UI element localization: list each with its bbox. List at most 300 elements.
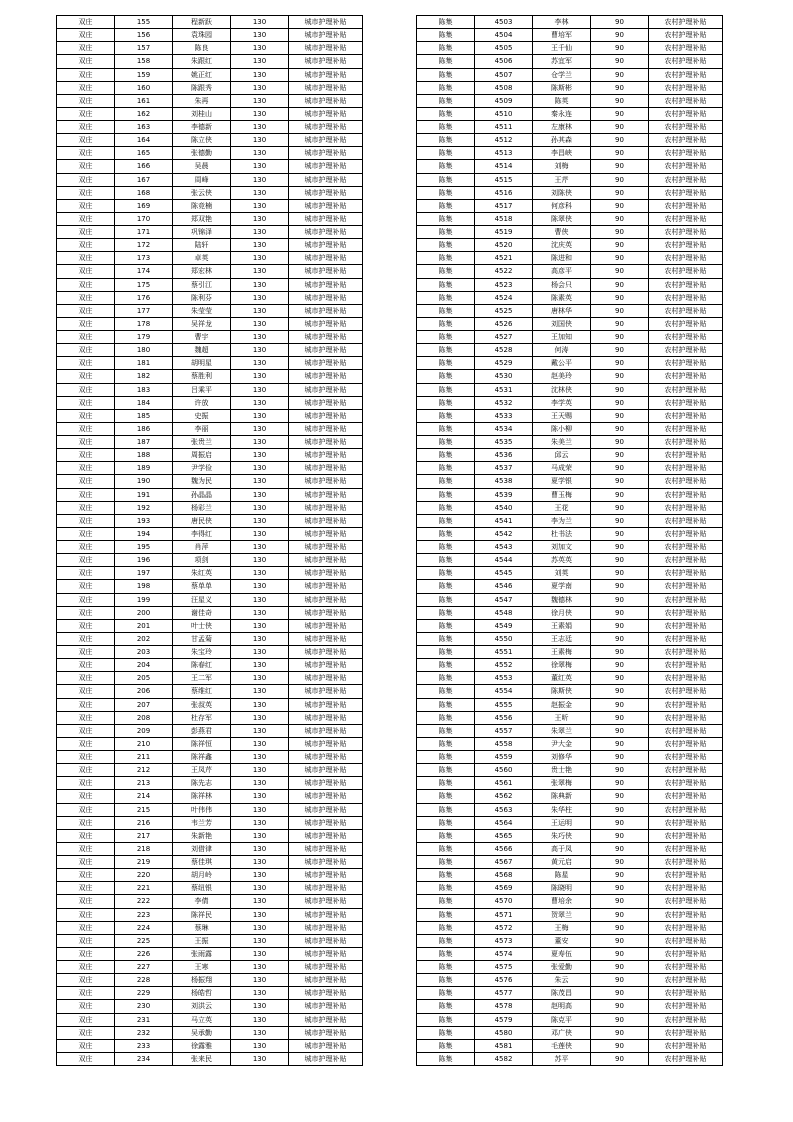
town-cell: 双庄 [57, 606, 115, 619]
town-cell: 双庄 [57, 252, 115, 265]
number-cell: 228 [115, 974, 173, 987]
number-cell: 4574 [475, 947, 533, 960]
amount-cell: 90 [591, 278, 649, 291]
number-cell: 223 [115, 908, 173, 921]
category-cell: 农村护理补贴 [649, 291, 723, 304]
name-cell: 王加知 [533, 331, 591, 344]
category-cell: 城市护理补贴 [289, 803, 363, 816]
category-cell: 城市护理补贴 [289, 882, 363, 895]
table-row [417, 803, 723, 816]
table-row [57, 803, 363, 816]
amount-cell: 130 [231, 226, 289, 239]
number-cell: 158 [115, 55, 173, 68]
category-cell: 城市护理补贴 [289, 632, 363, 645]
amount-cell: 90 [591, 842, 649, 855]
category-cell: 城市护理补贴 [289, 842, 363, 855]
table-row [57, 160, 363, 173]
amount-cell: 130 [231, 488, 289, 501]
name-cell: 王千仙 [533, 42, 591, 55]
name-cell: 贵士艳 [533, 764, 591, 777]
table-row [417, 29, 723, 42]
table-row [57, 1000, 363, 1013]
category-cell: 城市护理补贴 [289, 16, 363, 29]
town-cell: 陈集 [417, 160, 475, 173]
number-cell: 207 [115, 698, 173, 711]
number-cell: 4555 [475, 698, 533, 711]
town-cell: 双庄 [57, 331, 115, 344]
amount-cell: 90 [591, 462, 649, 475]
amount-cell: 90 [591, 764, 649, 777]
name-cell: 吴祥龙 [173, 317, 231, 330]
name-cell: 项剑 [173, 554, 231, 567]
category-cell: 城市护理补贴 [289, 357, 363, 370]
category-cell: 城市护理补贴 [289, 488, 363, 501]
category-cell: 农村护理补贴 [649, 42, 723, 55]
category-cell: 农村护理补贴 [649, 239, 723, 252]
amount-cell: 130 [231, 147, 289, 160]
category-cell: 农村护理补贴 [649, 265, 723, 278]
amount-cell: 130 [231, 711, 289, 724]
amount-cell: 90 [591, 344, 649, 357]
category-cell: 农村护理补贴 [649, 541, 723, 554]
amount-cell: 90 [591, 304, 649, 317]
table-row [57, 317, 363, 330]
number-cell: 4526 [475, 317, 533, 330]
number-cell: 156 [115, 29, 173, 42]
category-cell: 城市护理补贴 [289, 580, 363, 593]
table-row [417, 1052, 723, 1065]
town-cell: 陈集 [417, 842, 475, 855]
amount-cell: 90 [591, 777, 649, 790]
number-cell: 4580 [475, 1026, 533, 1039]
town-cell: 双庄 [57, 344, 115, 357]
name-cell: 周峰 [173, 173, 231, 186]
town-cell: 双庄 [57, 265, 115, 278]
town-cell: 双庄 [57, 239, 115, 252]
town-cell: 双庄 [57, 882, 115, 895]
category-cell: 农村护理补贴 [649, 554, 723, 567]
category-cell: 城市护理补贴 [289, 751, 363, 764]
town-cell: 陈集 [417, 606, 475, 619]
name-cell: 何彦科 [533, 199, 591, 212]
amount-cell: 130 [231, 751, 289, 764]
town-cell: 陈集 [417, 1039, 475, 1052]
amount-cell: 90 [591, 94, 649, 107]
number-cell: 4569 [475, 882, 533, 895]
town-cell: 双庄 [57, 580, 115, 593]
name-cell: 戴公平 [533, 357, 591, 370]
table-row [417, 396, 723, 409]
category-cell: 农村护理补贴 [649, 987, 723, 1000]
name-cell: 陈良 [173, 42, 231, 55]
amount-cell: 130 [231, 856, 289, 869]
amount-cell: 90 [591, 147, 649, 160]
table-row [57, 541, 363, 554]
category-cell: 城市护理补贴 [289, 212, 363, 225]
table-row [417, 475, 723, 488]
amount-cell: 90 [591, 974, 649, 987]
name-cell: 蔡佳琪 [173, 856, 231, 869]
amount-cell: 90 [591, 580, 649, 593]
number-cell: 213 [115, 777, 173, 790]
number-cell: 159 [115, 68, 173, 81]
name-cell: 杨会只 [533, 278, 591, 291]
amount-cell: 90 [591, 803, 649, 816]
name-cell: 袁珠园 [173, 29, 231, 42]
table-row [57, 81, 363, 94]
category-cell: 农村护理补贴 [649, 462, 723, 475]
table-row [57, 331, 363, 344]
number-cell: 234 [115, 1052, 173, 1065]
table-row [417, 173, 723, 186]
name-cell: 刘借律 [173, 842, 231, 855]
category-cell: 城市护理补贴 [289, 422, 363, 435]
amount-cell: 90 [591, 921, 649, 934]
name-cell: 蔡胜利 [173, 370, 231, 383]
number-cell: 215 [115, 803, 173, 816]
number-cell: 219 [115, 856, 173, 869]
number-cell: 211 [115, 751, 173, 764]
table-row [57, 842, 363, 855]
number-cell: 202 [115, 632, 173, 645]
number-cell: 192 [115, 501, 173, 514]
category-cell: 城市护理补贴 [289, 711, 363, 724]
category-cell: 农村护理补贴 [649, 94, 723, 107]
town-cell: 双庄 [57, 1013, 115, 1026]
number-cell: 225 [115, 934, 173, 947]
amount-cell: 90 [591, 790, 649, 803]
name-cell: 谢佳奇 [173, 606, 231, 619]
table-row [57, 619, 363, 632]
number-cell: 229 [115, 987, 173, 1000]
category-cell: 城市护理补贴 [289, 764, 363, 777]
town-cell: 双庄 [57, 737, 115, 750]
category-cell: 农村护理补贴 [649, 921, 723, 934]
town-cell: 双庄 [57, 121, 115, 134]
number-cell: 4505 [475, 42, 533, 55]
name-cell: 曹培军 [533, 29, 591, 42]
town-cell: 陈集 [417, 816, 475, 829]
number-cell: 187 [115, 436, 173, 449]
number-cell: 4536 [475, 449, 533, 462]
name-cell: 许放 [173, 396, 231, 409]
number-cell: 4534 [475, 422, 533, 435]
name-cell: 董红英 [533, 672, 591, 685]
town-cell: 陈集 [417, 777, 475, 790]
amount-cell: 90 [591, 409, 649, 422]
amount-cell: 130 [231, 501, 289, 514]
name-cell: 陈斯彬 [533, 81, 591, 94]
category-cell: 农村护理补贴 [649, 1039, 723, 1052]
name-cell: 王芹 [533, 173, 591, 186]
table-row [417, 1026, 723, 1039]
table-row [417, 895, 723, 908]
town-cell: 双庄 [57, 304, 115, 317]
table-row [57, 856, 363, 869]
amount-cell: 90 [591, 449, 649, 462]
town-cell: 陈集 [417, 252, 475, 265]
amount-cell: 130 [231, 252, 289, 265]
category-cell: 农村护理补贴 [649, 790, 723, 803]
number-cell: 4554 [475, 685, 533, 698]
amount-cell: 90 [591, 829, 649, 842]
table-row [417, 856, 723, 869]
category-cell: 城市护理补贴 [289, 724, 363, 737]
table-row [417, 554, 723, 567]
category-cell: 农村护理补贴 [649, 121, 723, 134]
amount-cell: 130 [231, 291, 289, 304]
amount-cell: 90 [591, 606, 649, 619]
town-cell: 陈集 [417, 186, 475, 199]
number-cell: 4518 [475, 212, 533, 225]
table-row [57, 724, 363, 737]
category-cell: 农村护理补贴 [649, 422, 723, 435]
town-cell: 双庄 [57, 869, 115, 882]
amount-cell: 130 [231, 606, 289, 619]
table-row [57, 107, 363, 120]
table-row [57, 698, 363, 711]
table-row [417, 1013, 723, 1026]
town-cell: 陈集 [417, 331, 475, 344]
town-cell: 陈集 [417, 619, 475, 632]
table-row [57, 580, 363, 593]
amount-cell: 130 [231, 777, 289, 790]
town-cell: 陈集 [417, 947, 475, 960]
number-cell: 4553 [475, 672, 533, 685]
name-cell: 陈立侠 [173, 134, 231, 147]
town-cell: 双庄 [57, 974, 115, 987]
town-cell: 双庄 [57, 317, 115, 330]
category-cell: 农村护理补贴 [649, 672, 723, 685]
category-cell: 城市护理补贴 [289, 55, 363, 68]
table-row [417, 278, 723, 291]
category-cell: 农村护理补贴 [649, 488, 723, 501]
number-cell: 231 [115, 1013, 173, 1026]
name-cell: 徐露雅 [173, 1039, 231, 1052]
table-row [417, 291, 723, 304]
number-cell: 193 [115, 514, 173, 527]
number-cell: 4504 [475, 29, 533, 42]
name-cell: 沈庆英 [533, 239, 591, 252]
table-row [417, 226, 723, 239]
name-cell: 朱翠兰 [533, 724, 591, 737]
number-cell: 189 [115, 462, 173, 475]
category-cell: 城市护理补贴 [289, 659, 363, 672]
town-cell: 双庄 [57, 160, 115, 173]
number-cell: 171 [115, 226, 173, 239]
amount-cell: 90 [591, 987, 649, 1000]
number-cell: 233 [115, 1039, 173, 1052]
town-cell: 陈集 [417, 1000, 475, 1013]
category-cell: 城市护理补贴 [289, 685, 363, 698]
town-cell: 双庄 [57, 1052, 115, 1065]
category-cell: 农村护理补贴 [649, 974, 723, 987]
table-row [417, 790, 723, 803]
number-cell: 4550 [475, 632, 533, 645]
number-cell: 4559 [475, 751, 533, 764]
name-cell: 苏平 [533, 1052, 591, 1065]
table-row [417, 672, 723, 685]
table-row [57, 29, 363, 42]
number-cell: 4521 [475, 252, 533, 265]
amount-cell: 90 [591, 68, 649, 81]
amount-cell: 90 [591, 895, 649, 908]
table-row [417, 908, 723, 921]
category-cell: 农村护理补贴 [649, 55, 723, 68]
category-cell: 农村护理补贴 [649, 632, 723, 645]
name-cell: 王运明 [533, 816, 591, 829]
amount-cell: 130 [231, 436, 289, 449]
number-cell: 4514 [475, 160, 533, 173]
category-cell: 农村护理补贴 [649, 304, 723, 317]
number-cell: 174 [115, 265, 173, 278]
amount-cell: 90 [591, 737, 649, 750]
number-cell: 4578 [475, 1000, 533, 1013]
category-cell: 城市护理补贴 [289, 449, 363, 462]
table-row [57, 974, 363, 987]
town-cell: 陈集 [417, 396, 475, 409]
category-cell: 城市护理补贴 [289, 147, 363, 160]
number-cell: 4560 [475, 764, 533, 777]
number-cell: 4524 [475, 291, 533, 304]
category-cell: 农村护理补贴 [649, 68, 723, 81]
category-cell: 农村护理补贴 [649, 331, 723, 344]
name-cell: 韦兰芳 [173, 816, 231, 829]
number-cell: 4575 [475, 961, 533, 974]
category-cell: 农村护理补贴 [649, 698, 723, 711]
name-cell: 徐月侠 [533, 606, 591, 619]
number-cell: 161 [115, 94, 173, 107]
number-cell: 188 [115, 449, 173, 462]
table-row [57, 882, 363, 895]
number-cell: 4568 [475, 869, 533, 882]
number-cell: 4566 [475, 842, 533, 855]
table-row [417, 514, 723, 527]
table-row [417, 304, 723, 317]
number-cell: 177 [115, 304, 173, 317]
category-cell: 农村护理补贴 [649, 370, 723, 383]
category-cell: 农村护理补贴 [649, 344, 723, 357]
number-cell: 4506 [475, 55, 533, 68]
name-cell: 刘国侠 [533, 317, 591, 330]
number-cell: 4549 [475, 619, 533, 632]
category-cell: 城市护理补贴 [289, 134, 363, 147]
amount-cell: 130 [231, 514, 289, 527]
table-row [417, 160, 723, 173]
name-cell: 陈竞楠 [173, 199, 231, 212]
number-cell: 4577 [475, 987, 533, 1000]
town-cell: 双庄 [57, 55, 115, 68]
name-cell: 张叔英 [173, 698, 231, 711]
name-cell: 王梅 [533, 921, 591, 934]
name-cell: 刘梅 [533, 160, 591, 173]
number-cell: 4541 [475, 514, 533, 527]
table-row [417, 501, 723, 514]
category-cell: 农村护理补贴 [649, 436, 723, 449]
table-row [57, 751, 363, 764]
table-row [57, 567, 363, 580]
table-row [417, 357, 723, 370]
amount-cell: 90 [591, 29, 649, 42]
amount-cell: 130 [231, 422, 289, 435]
category-cell: 城市护理补贴 [289, 252, 363, 265]
number-cell: 4535 [475, 436, 533, 449]
amount-cell: 90 [591, 42, 649, 55]
name-cell: 孙晶晶 [173, 488, 231, 501]
amount-cell: 90 [591, 672, 649, 685]
name-cell: 赵明高 [533, 1000, 591, 1013]
amount-cell: 130 [231, 646, 289, 659]
table-row [57, 147, 363, 160]
amount-cell: 130 [231, 882, 289, 895]
number-cell: 212 [115, 764, 173, 777]
number-cell: 4532 [475, 396, 533, 409]
amount-cell: 90 [591, 646, 649, 659]
number-cell: 217 [115, 829, 173, 842]
amount-cell: 130 [231, 449, 289, 462]
town-cell: 双庄 [57, 842, 115, 855]
table-row [57, 134, 363, 147]
category-cell: 农村护理补贴 [649, 449, 723, 462]
town-cell: 陈集 [417, 436, 475, 449]
category-cell: 农村护理补贴 [649, 934, 723, 947]
category-cell: 城市护理补贴 [289, 829, 363, 842]
number-cell: 4561 [475, 777, 533, 790]
name-cell: 邱云 [533, 449, 591, 462]
table-row [57, 711, 363, 724]
amount-cell: 130 [231, 331, 289, 344]
table-row [417, 488, 723, 501]
number-cell: 199 [115, 593, 173, 606]
category-cell: 农村护理补贴 [649, 475, 723, 488]
table-row [417, 567, 723, 580]
category-cell: 城市护理补贴 [289, 475, 363, 488]
amount-cell: 130 [231, 921, 289, 934]
town-cell: 陈集 [417, 29, 475, 42]
number-cell: 4517 [475, 199, 533, 212]
category-cell: 农村护理补贴 [649, 619, 723, 632]
table-row [417, 344, 723, 357]
number-cell: 160 [115, 81, 173, 94]
number-cell: 4530 [475, 370, 533, 383]
number-cell: 230 [115, 1000, 173, 1013]
town-cell: 陈集 [417, 672, 475, 685]
name-cell: 高于凤 [533, 842, 591, 855]
amount-cell: 130 [231, 134, 289, 147]
number-cell: 182 [115, 370, 173, 383]
number-cell: 4520 [475, 239, 533, 252]
category-cell: 城市护理补贴 [289, 94, 363, 107]
town-cell: 陈集 [417, 94, 475, 107]
amount-cell: 130 [231, 974, 289, 987]
town-cell: 双庄 [57, 42, 115, 55]
name-cell: 陈素英 [533, 291, 591, 304]
number-cell: 4544 [475, 554, 533, 567]
town-cell: 双庄 [57, 777, 115, 790]
amount-cell: 130 [231, 55, 289, 68]
table-row [57, 961, 363, 974]
category-cell: 农村护理补贴 [649, 816, 723, 829]
name-cell: 陈祥鑫 [173, 751, 231, 764]
category-cell: 城市护理补贴 [289, 737, 363, 750]
name-cell: 夏学南 [533, 580, 591, 593]
number-cell: 4529 [475, 357, 533, 370]
town-cell: 陈集 [417, 987, 475, 1000]
amount-cell: 130 [231, 1013, 289, 1026]
number-cell: 173 [115, 252, 173, 265]
table-row [57, 68, 363, 81]
town-cell: 陈集 [417, 567, 475, 580]
